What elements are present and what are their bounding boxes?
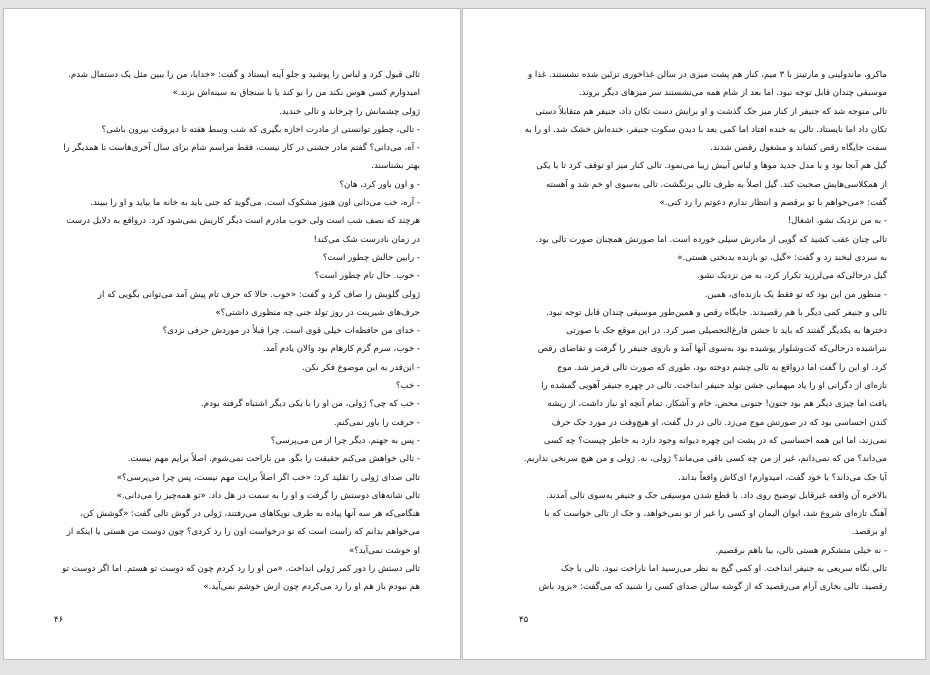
text-line: کندن احساسی بود که در صورتش موج می‌زد. تالی در دل گفت، او هیچ‌وقت در مورد جک حرف: [551, 417, 887, 428]
text-line: می‌خواهم بدانم که راست است که تو درخواست اون را رد کردی؟ چون دوست من هستی یا اینکه از: [66, 527, 420, 538]
text-line: آهنگ تازه‌ای شروع شد، ایوان الیمان او کسی را غیر از تو نمی‌خواهد، و جک از تالی خواست که با: [544, 509, 887, 520]
text-line: رقصید. تالی بخاری آرام می‌رقصید که از گوشه سالن صدای کسی را شنید که می‌گفت: «بزود باش: [538, 582, 887, 593]
right-page: [462, 8, 926, 660]
text-line: - حرفت را باور نمی‌کنم.: [333, 417, 420, 428]
text-line: هم نبودم باز هم او را رد می‌کردم چون ازش خوشم نمی‌آید.»: [203, 582, 420, 593]
text-line: سمت جایگاه رقص کشاند و مشغول رقصن شدند.: [710, 143, 887, 154]
text-line: - خوب، سرم گرم کارهام بود والان یادم آمد.: [262, 344, 420, 355]
right-page-text: [509, 66, 887, 597]
text-line: او خوشت نمی‌آید؟»: [348, 545, 420, 556]
left-page: [3, 8, 461, 660]
text-line: ژولی چشمانش را چرخاند و تالی خندید.: [279, 106, 420, 117]
text-line: بالاخره آن واقعه غیرقابل توضیح روی داد. با قطع شدن موسیقی جک و جنیفر به‌سوی تالی آمدند.: [546, 490, 887, 501]
text-line: - تالی، چطور توانستی از مادرت اجازه بگیری که شب وسط هفته تا دیروقت بیرون باشی؟: [101, 124, 420, 135]
text-line: - منظور من این بود که تو فقط یک بازنده‌ای، همین.: [704, 289, 887, 300]
text-line: بهتر بشناسند.: [371, 161, 420, 172]
text-line: تالی چنان عقب کشید که گویی از مادرش سیلی خورده است. اما صورتش همچنان صورت تالی بود.: [535, 234, 887, 245]
text-line: - خب که چی؟ ژولی، من او را با یکی دیگر اشتباه گرفته بودم.: [201, 399, 420, 410]
text-line: تالی دستش را دور کمر ژولی انداخت. «من او را رد کردم چون که دوست تو هستم. اما اگر دوست تو: [62, 564, 420, 575]
text-line: تالی شانه‌های دوستش را گرفت و او را به سمت در هل داد. «تو همه‌چیز را می‌دانی.»: [116, 490, 420, 501]
text-line: - آه، می‌دانی؟ گفتم مادر جشنی در کار نیست، فقط مراسم شام برای سال آخری‌هاست تا همدیگر را: [63, 143, 420, 154]
left-page-text: [44, 66, 420, 597]
text-line: موسیقی چندان قابل توجه نبود. اما بعد از شام همه می‌نشستند سر میزهای دیگر بروند.: [578, 88, 887, 99]
text-line: حرف‌های شیرینت در روز تولد جنی چه منظوری داشتی؟»: [215, 307, 420, 318]
text-line: تالی نگاه سریعی به جنیفر انداخت. او کمی گیج به نظر می‌رسید اما ناراحت نبود. تالی با جک: [561, 564, 887, 575]
text-line: تکان داد اما نایستاد. تالی به خنده افتاد اما کمی بعد با دیدن سکوت جنیفر، خنده‌اش خشک شد. او را به: [524, 124, 887, 135]
right-page-number: ۴۵: [519, 615, 529, 625]
text-line: - خب؟: [395, 381, 420, 392]
text-line: هنگامی‌که هر سه آنها پیاده به طرف نوپکاهای می‌رفتند، ژولی در گوش تالی گفت: «گوشش کن،: [80, 509, 420, 520]
text-line: نمی‌زند، اما این همه احساسی که در پشت این چهره دیوانه وجود دارد به خاطر چیست؟ چه کسی: [543, 435, 887, 446]
text-line: - نه خیلی متشکرم هستی تالی، بیا باهم برقصیم.: [715, 545, 887, 556]
text-line: - رابین حالش چطور است؟: [322, 252, 420, 263]
text-line: به سردی لبخند زد و گفت: «گیل، تو بازنده بدبختی هستی.»: [677, 252, 887, 263]
text-line: گفت: «می‌خواهم با تو برقصم و انتظار ندارم دعوتم را رد کنی.»: [659, 198, 887, 209]
text-line: تالی و جنیفر کمی دیگر با هم رقصیدند. جایگاه رقص و همین‌طور موسیقی چندان قابل توجه نبود.: [546, 307, 887, 318]
text-line: از همکلاسی‌هایش صحبت کند. گیل اصلاً به طرف تالی برنگشت. تالی به‌سوی او خم شد و آهسته: [545, 179, 887, 190]
text-line: در زمان نادرست شک می‌کند!: [313, 234, 420, 245]
text-line: ژولی گلویش را صاف کرد و گفت: «خوب. حالا که حرف تام پیش آمد می‌توانی بگویی که از: [97, 289, 420, 300]
text-line: - تالی خواهش می‌کنم حقیقت را بگو. من ناراحت نمی‌شوم. اصلاً برایم مهم نیست.: [127, 454, 420, 465]
text-line: تالی صدای ژولی را تقلید کرد: «خب اگر اصلاً برایت مهم نیست، پس چرا می‌پرسی؟»: [116, 472, 420, 483]
text-line: تالی قبول کرد و لباس را پوشید و جلو آینه ایستاد و گفت: «خدایا، من را ببین مثل یک دستمال شدم.: [68, 70, 420, 80]
text-line: او برقصد.: [851, 527, 887, 538]
text-line: آیا جک می‌داند؟ با خود گفت، امیدوارم! ای‌کاش واقعاً بداند.: [678, 472, 887, 483]
text-line: یافت اما چیزی دیگر هم بود جنون! جنونی محض، خام و آشکار. تمام آنچه او نیاز داشت، از ریشه: [547, 399, 887, 410]
text-line: - و اون باور کرد، هان؟: [339, 179, 420, 190]
text-line: ماکرو، ماندولینی و مارتینز با ۳ میم، کنار هم پشت میزی در سالن غذاخوری تزئین شده نشستند. غذا و: [528, 70, 887, 80]
text-line: - به من نزدیک نشو، اشغال!: [787, 216, 887, 227]
text-line: گیل هم آنجا بود و با مدل جدید موها و لباس آبیش زیبا می‌نمود. تالی کنار میز او توقف کرد تا با یکی: [536, 161, 887, 172]
text-line: نتراشیده درحالی‌که کت‌وشلوار پوشیده بود به‌سوی آنها آمد و بازوی جنیفر را گرفت و تقاضای رقص: [537, 344, 887, 355]
text-line: - آره، خب می‌دانی اون هنوز مشکوک است. می‌گوید که جنی باید به خانه ما بیاید و او را ببیند.: [90, 198, 420, 209]
left-page-number: ۴۶: [54, 615, 64, 625]
text-line: - این‌قدر به این موضوع فکر نکن.: [302, 362, 420, 373]
text-line: امیدوارم کسی هوس نکند من را بو کند یا با سنجاق به سینه‌اش بزند.»: [172, 88, 420, 99]
text-line: می‌داند؟ من که نمی‌دانم، غیر از من چه کسی باقی می‌ماند؟ ژولی، نه. ژولی و من هیچ سرنخی نداریم.: [523, 454, 887, 465]
text-line: گیل درحالی‌که می‌لرزید تکرار کرد، به من نزدیک نشو.: [697, 271, 887, 282]
text-line: کرد. او این را گفت اما درواقع به تالی چشم دوخته بود، طوری که صورت تالی قرمز شد. موج: [557, 362, 887, 373]
text-line: تالی متوجه شد که جنیفر از کنار میز جک گذشت و او برایش دست تکان داد، جنیفر هم متقابلاً دستی: [535, 106, 887, 117]
text-line: - پس به جهنم. دیگر چرا از من می‌پرسی؟: [270, 435, 420, 446]
text-line: دخترها به یکدیگر گفتند که باید تا جشن فارغ‌التحصیلی صبر کرد. در این موقع جک با صورتی: [566, 326, 887, 337]
text-line: - خدای من حافظه‌ات خیلی قوی است. چرا قبلاً در موردش حرفی نزدی؟: [162, 326, 420, 337]
text-line: نازه‌ای از دگرانی او را یاد میهمانی جشن تولد جنیفر انداخت. تالی در چهره جنیفر آهویی گمشده را: [541, 381, 887, 392]
text-line: هرچند که نصف شب است ولی خوب مادرم است دیگر کاریش نمی‌شود کرد. درواقع به دلایل درست: [66, 216, 420, 227]
text-line: - خوب. حال تام چطور است؟: [314, 271, 420, 282]
